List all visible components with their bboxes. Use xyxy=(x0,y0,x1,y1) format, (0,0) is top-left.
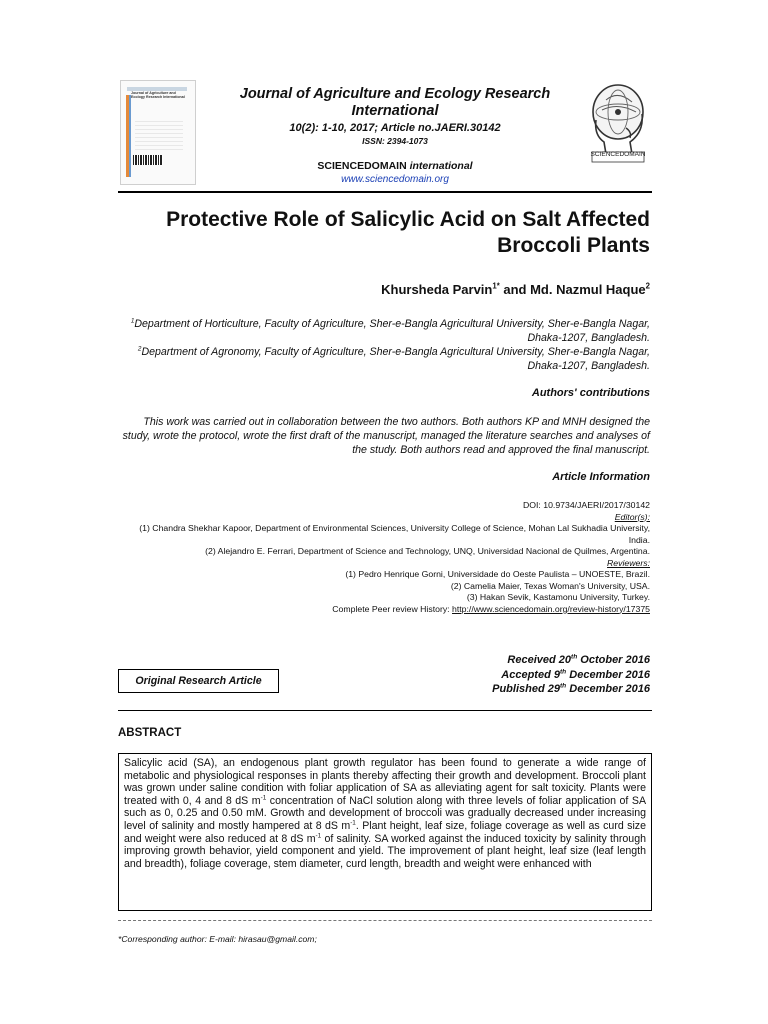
footnote-divider xyxy=(118,920,652,921)
abstract-box: Salicylic acid (SA), an endogenous plant growth regulator has been found to generate a wide range of metabolic and physiological responses in plants thereby affecting their growth and development. Broccoli plant was grown under saline condition with foliar application of SA as alleviating agent for salt toxicity. Plants were treated with 0, 4 and 8 dS $m^{-1}$ concentration of NaCl solution along with three levels of foliar application of SA such as 0, 0.25 and 0.50 mM. Growth and development of broccoli was gradually decreased under increasing level of salinity and mostly hampered at 8 dS $m^{-1}$. Plant height, leaf size, foliage coverage as well as curd size and weight were also reduced at 8 dS $m^{-1}$ of salinity. SA worked against the induced toxicity by salinity through improving growth behavior, yield component and yield. The improvement of plant height, leaf size (leaf length and breadth), foliage coverage, stem diameter, curd length, breadth and weight were enhanced with xyxy=(118,753,652,911)
published-date: Published 29th December 2016 xyxy=(492,682,650,695)
received-date: Received 20th October 2016 xyxy=(507,653,650,666)
cover-title: Journal of Agriculture and Ecology Research International xyxy=(131,91,185,100)
journal-issue: 10(2): 1-10, 2017; Article no.JAERI.30142 xyxy=(289,122,501,134)
affiliations xyxy=(120,317,650,373)
journal-issn: ISSN: 2394-1073 xyxy=(362,136,428,146)
contributions-heading: Authors' contributions xyxy=(531,387,650,399)
corresponding-author: *Corresponding author: E-mail: hirasau@gmail.com; xyxy=(118,934,317,944)
reviewer-1: (1) Pedro Henrique Gorni, Universidade do Oeste Paulista – UNOESTE, Brazil. xyxy=(345,569,650,579)
header-divider xyxy=(118,191,652,193)
article-dates xyxy=(400,653,650,697)
editor-2: (2) Alejandro E. Ferrari, Department of Science and Technology, UNQ, Universidad Nacional de Quilmes, Argentina. xyxy=(205,546,650,556)
abstract-heading: ABSTRACT xyxy=(118,727,182,739)
journal-title: Journal of Agriculture and Ecology Research International xyxy=(239,86,551,119)
editor-1: (1) Chandra Shekhar Kapoor, Department of Environmental Sciences, University College of Science, Mohan Lal Sukhadia University, India. xyxy=(139,523,650,545)
article-type-badge: Original Research Article xyxy=(118,669,279,693)
review-history-link[interactable]: http://www.sciencedomain.org/review-history/17375 xyxy=(452,603,650,614)
doi: DOI: 10.9734/JAERI/2017/30142 xyxy=(522,500,650,510)
contributions-text: This work was carried out in collaboration between the two authors. Both authors KP and MNH designed the study, wrote the protocol, wrote the first draft of the manuscript, managed the literature searches and analyses of the study. Both authors read and approved the final manuscript. xyxy=(122,416,650,456)
barcode-icon xyxy=(133,155,163,165)
author-line: Khursheda Parvin$^{1*}$ and Md. Nazmul Haque$^2$ xyxy=(381,281,650,297)
affiliation-2: $^2$Department of Agronomy, Faculty of Agriculture, Sher-e-Bangla Agricultural University, Sher-e-Bangla Nagar, Dhaka-1207, Bangladesh. xyxy=(137,345,650,372)
editors-label: Editor(s): xyxy=(614,511,650,522)
cover-text-lines xyxy=(135,121,183,151)
publisher-name: SCIENCEDOMAIN international xyxy=(317,160,473,172)
section-divider xyxy=(118,710,652,711)
journal-cover-thumbnail xyxy=(120,80,196,185)
reviewer-2: (2) Camelia Maier, Texas Woman's University, USA. xyxy=(450,580,650,591)
affiliation-1: $^1$Department of Horticulture, Faculty of Agriculture, Sher-e-Bangla Agricultural University, Sher-e-Bangla Nagar, Dhaka-1207, Bangladesh. xyxy=(130,317,650,344)
logo-caption: SCIENCEDOMAIN xyxy=(590,151,646,158)
cover-stripe-blue xyxy=(129,95,131,177)
accepted-date: Accepted 9th December 2016 xyxy=(501,667,650,681)
review-history: Complete Peer review History: http://www.sciencedomain.org/review-history/17375 xyxy=(332,603,650,614)
article-info-heading: Article Information xyxy=(552,471,650,483)
article-title: Protective Role of Salicylic Acid on Salt Affected Broccoli Plants xyxy=(166,208,650,257)
article-info-block xyxy=(120,500,650,615)
reviewers-label: Reviewers: xyxy=(607,557,650,568)
reviewer-3: (3) Hakan Sevik, Kastamonu University, Turkey. xyxy=(466,592,650,602)
publisher-url[interactable]: www.sciencedomain.org xyxy=(341,174,449,185)
